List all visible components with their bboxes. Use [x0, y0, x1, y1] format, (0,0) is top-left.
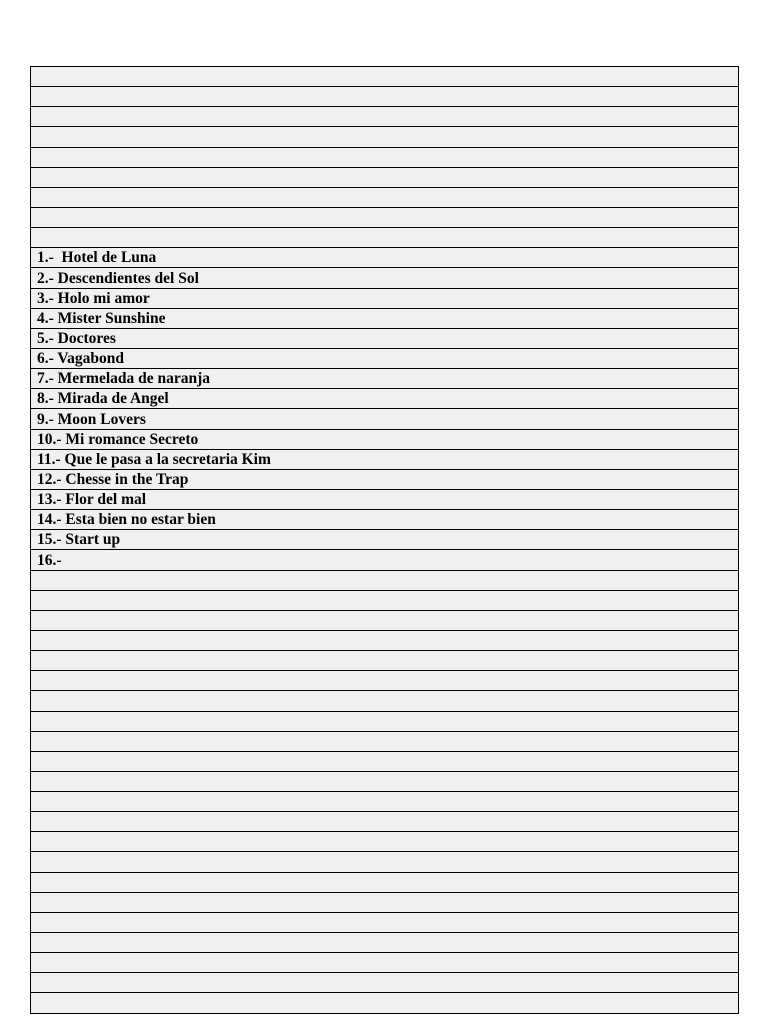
ruled-line	[31, 430, 738, 450]
ruled-line	[31, 87, 738, 107]
ruled-line	[31, 631, 738, 651]
line-text: 15.- Start up	[37, 531, 121, 549]
ruled-line	[31, 752, 738, 772]
ruled-line	[31, 530, 738, 550]
ruled-line	[31, 993, 738, 1013]
ruled-line	[31, 550, 738, 570]
line-text: 16.-	[37, 551, 62, 569]
ruled-line	[31, 490, 738, 510]
ruled-line	[31, 208, 738, 228]
ruled-line	[31, 470, 738, 490]
ruled-line	[31, 772, 738, 792]
line-text: 3.- Holo mi amor	[37, 289, 150, 307]
ruled-line	[31, 732, 738, 752]
ruled-line	[31, 409, 738, 429]
ruled-line	[31, 268, 738, 288]
ruled-line	[31, 852, 738, 872]
ruled-line	[31, 188, 738, 208]
ruled-line	[31, 450, 738, 470]
ruled-line	[31, 168, 738, 188]
line-text: 11.- Que le pasa a la secretaria Kim	[37, 450, 271, 468]
line-text: 6.- Vagabond	[37, 350, 125, 368]
ruled-line	[31, 873, 738, 893]
line-text: 5.- Doctores	[37, 329, 116, 347]
line-text: 8.- Mirada de Angel	[37, 390, 169, 408]
ruled-line	[31, 248, 738, 268]
ruled-line	[31, 832, 738, 852]
ruled-line	[31, 127, 738, 147]
line-text: 14.- Esta bien no estar bien	[37, 511, 216, 529]
ruled-line	[31, 913, 738, 933]
ruled-line	[31, 510, 738, 530]
ruled-line	[31, 228, 738, 248]
ruled-line	[31, 591, 738, 611]
ruled-line	[31, 973, 738, 993]
ruled-line	[31, 389, 738, 409]
ruled-line	[31, 349, 738, 369]
ruled-line	[31, 369, 738, 389]
ruled-line	[31, 571, 738, 591]
ruled-line	[31, 792, 738, 812]
line-text: 10.- Mi romance Secreto	[37, 430, 199, 448]
ruled-line	[31, 309, 738, 329]
line-text: 12.- Chesse in the Trap	[37, 470, 189, 488]
ruled-line	[31, 953, 738, 973]
ruled-line	[31, 289, 738, 309]
ruled-line	[31, 67, 738, 87]
line-text: 7.- Mermelada de naranja	[37, 370, 211, 388]
ruled-line	[31, 812, 738, 832]
lined-sheet	[30, 66, 739, 1014]
line-text: 9.- Moon Lovers	[37, 410, 146, 428]
ruled-line	[31, 148, 738, 168]
ruled-line	[31, 611, 738, 631]
ruled-line	[31, 671, 738, 691]
ruled-line	[31, 329, 738, 349]
ruled-line	[31, 107, 738, 127]
ruled-line	[31, 933, 738, 953]
ruled-line	[31, 691, 738, 711]
ruled-line	[31, 651, 738, 671]
line-text: 4.- Mister Sunshine	[37, 309, 166, 327]
ruled-line	[31, 893, 738, 913]
line-text: 13.- Flor del mal	[37, 491, 147, 509]
ruled-line	[31, 712, 738, 732]
line-text: 1.- Hotel de Luna	[37, 249, 157, 267]
line-text: 2.- Descendientes del Sol	[37, 269, 199, 287]
